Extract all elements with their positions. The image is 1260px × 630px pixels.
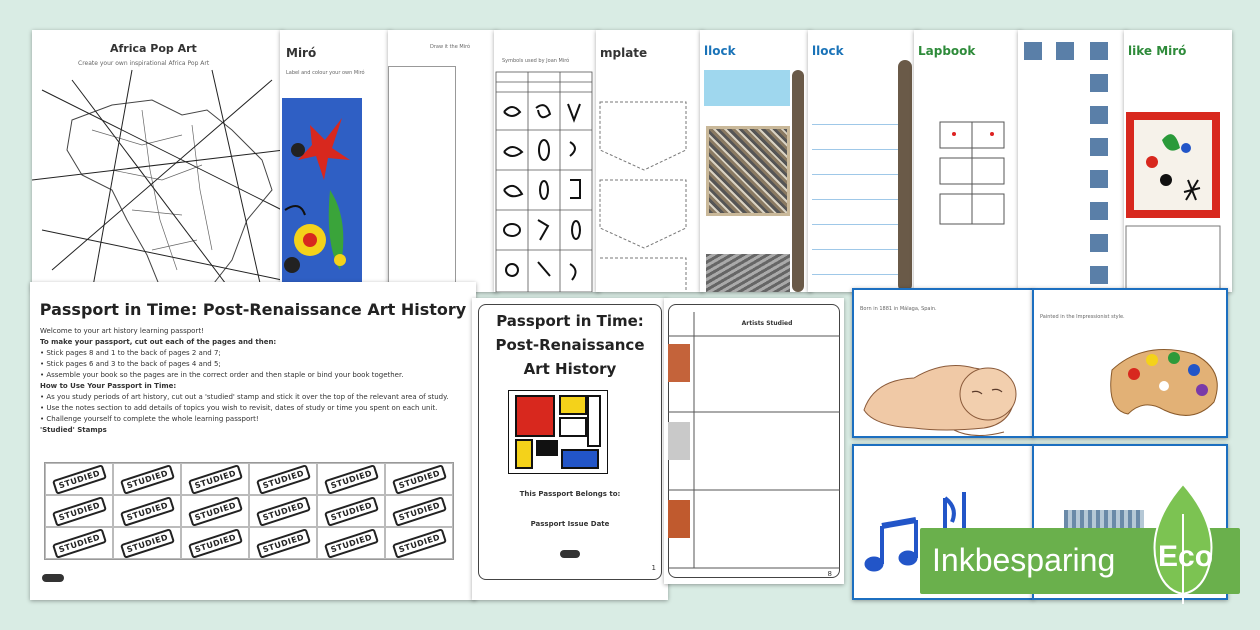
cover-title-line-3: Art History: [523, 360, 617, 378]
studied-stamp: STUDIED: [188, 464, 243, 495]
symbols-sheet-title: Symbols used by Joan Miró: [502, 58, 570, 64]
instruction-line: • Assemble your book so the pages are in the correct order and then staple or bind your book together.: [40, 371, 404, 379]
info-card-baby-text: Born in 1881 in Málaga, Spain.: [860, 306, 937, 312]
africa-pop-art-sheet: [32, 30, 284, 292]
stamp-cell: [249, 495, 317, 527]
stamp-cell: [385, 527, 453, 559]
studied-stamp: STUDIED: [52, 496, 107, 527]
twinkl-logo: [42, 574, 64, 582]
stamp-cell: [45, 495, 113, 527]
block-sheet-2-lines: [812, 100, 898, 292]
info-card-palette-text: Painted in the Impressionist style.: [1040, 314, 1125, 320]
studied-stamp: STUDIED: [52, 528, 107, 559]
passport-title: Passport in Time: Post-Renaissance Art History: [39, 300, 467, 319]
stamp-cell: [181, 463, 249, 495]
info-card-palette: [1032, 288, 1228, 438]
studied-stamp: STUDIED: [120, 496, 175, 527]
table-header: Artists Studied: [741, 320, 793, 327]
block-sheet-1-photo: [706, 126, 790, 216]
miro-sheet-subtitle: Label and colour your own Miró: [286, 70, 365, 76]
artists-table: [664, 298, 844, 584]
image-strip-sheet: [1018, 30, 1128, 292]
studied-stamp: STUDIED: [324, 496, 379, 527]
miro-sheet: [280, 30, 392, 292]
cover-logo: [560, 550, 580, 558]
block-sheet-1: [700, 30, 812, 292]
instruction-line: • Challenge yourself to complete the whole learning passport!: [40, 415, 259, 423]
studied-stamp: STUDIED: [324, 464, 379, 495]
passport-owner-label: This Passport Belongs to:: [519, 490, 621, 498]
template-sheet: [596, 30, 704, 292]
stamp-cell: [249, 463, 317, 495]
instruction-line: • Use the notes section to add details of topics you wish to revisit, dates of study or time you spent on each unit.: [40, 404, 438, 412]
stamp-cell: [385, 463, 453, 495]
block-sheet-1-title: llock: [704, 44, 736, 58]
lapbook-sheet-title: Lapbook: [918, 44, 976, 58]
pocket-templates: [596, 30, 704, 292]
passport-instructions-sheet: [30, 282, 476, 600]
studied-stamp: STUDIED: [392, 464, 447, 495]
studied-stamp: STUDIED: [120, 528, 175, 559]
block-sheet-1-caption: [704, 70, 790, 106]
like-miro-title: like Miró: [1128, 44, 1187, 58]
like-miro-artwork: [1124, 30, 1232, 292]
symbols-grid: [494, 30, 600, 292]
drawing-frame: [388, 66, 456, 292]
passport-cover-sheet: [472, 298, 668, 600]
stamp-grid: [44, 462, 454, 560]
stamp-cell: [45, 463, 113, 495]
block-sheet-1-photo-2: [706, 254, 790, 292]
miro-painting-illustration: [280, 30, 392, 292]
stamps-heading: 'Studied' Stamps: [40, 426, 107, 434]
block-sheet-1-border: [792, 70, 804, 292]
stamp-cell: [113, 495, 181, 527]
studied-stamp: STUDIED: [392, 528, 447, 559]
passport-issue-label: Passport Issue Date: [530, 520, 610, 528]
blank-drawing-sheet: [388, 30, 498, 292]
stamp-cell: [249, 527, 317, 559]
eco-word: Eco: [1158, 540, 1214, 573]
passport-instructions: [40, 326, 466, 436]
paint-palette-illustration: [1034, 290, 1228, 438]
stamp-cell: [45, 527, 113, 559]
africa-sheet-title: Africa Pop Art: [110, 42, 197, 55]
studied-stamp: STUDIED: [392, 496, 447, 527]
instruction-line: • Stick pages 6 and 3 to the back of pages 4 and 5;: [40, 360, 221, 368]
stamp-cell: [317, 527, 385, 559]
africa-sheet-subtitle: Create your own inspirational Africa Pop Art: [78, 60, 210, 67]
lapbook-diagrams: [914, 30, 1022, 292]
instruction-line: • As you study periods of art history, cut out a 'studied' stamp and stick it over the top of the relevant area of study.: [40, 393, 449, 401]
table-page-number: 8: [827, 570, 832, 578]
cover-page-number: 1: [651, 564, 656, 572]
image-thumbnails: [1018, 30, 1128, 292]
studied-stamp: STUDIED: [52, 464, 107, 495]
lapbook-sheet: [914, 30, 1022, 292]
studied-stamp: STUDIED: [188, 496, 243, 527]
stamp-cell: [113, 527, 181, 559]
studied-stamp: STUDIED: [188, 528, 243, 559]
stamp-cell: [317, 463, 385, 495]
block-sheet-2: [808, 30, 920, 292]
studied-stamp: STUDIED: [256, 528, 311, 559]
studied-stamp: STUDIED: [120, 464, 175, 495]
studied-stamp: STUDIED: [256, 496, 311, 527]
instruction-heading: How to Use Your Passport in Time:: [40, 382, 177, 390]
miro-sheet-title: Miró: [286, 46, 317, 60]
info-card-baby: [852, 288, 1034, 438]
artists-table-sheet: [664, 298, 844, 584]
studied-stamp: STUDIED: [256, 464, 311, 495]
instruction-line: To make your passport, cut out each of the pages and then:: [40, 338, 277, 346]
sleeping-baby-illustration: [854, 290, 1034, 438]
symbols-sheet: [494, 30, 600, 292]
studied-stamp: STUDIED: [324, 528, 379, 559]
blank-sheet-title: Draw it the Miró: [430, 44, 471, 50]
stamp-cell: [317, 495, 385, 527]
eco-banner-label: Inkbesparing: [932, 542, 1116, 578]
block-sheet-2-title: llock: [812, 44, 844, 58]
instruction-line: • Stick pages 8 and 1 to the back of pages 2 and 7;: [40, 349, 221, 357]
stamp-cell: [181, 495, 249, 527]
stamp-cell: [181, 527, 249, 559]
template-sheet-title: mplate: [600, 46, 648, 60]
stamp-cell: [113, 463, 181, 495]
cover-title-line-2: Post-Renaissance: [495, 336, 645, 354]
stamp-cell: [385, 495, 453, 527]
block-sheet-2-border: [898, 60, 912, 292]
cover-title-line-1: Passport in Time:: [496, 312, 644, 330]
instruction-line: Welcome to your art history learning passport!: [40, 327, 204, 335]
like-miro-sheet: [1124, 30, 1232, 292]
africa-map-illustration: [32, 30, 284, 292]
mondrian-artwork: [508, 390, 608, 474]
